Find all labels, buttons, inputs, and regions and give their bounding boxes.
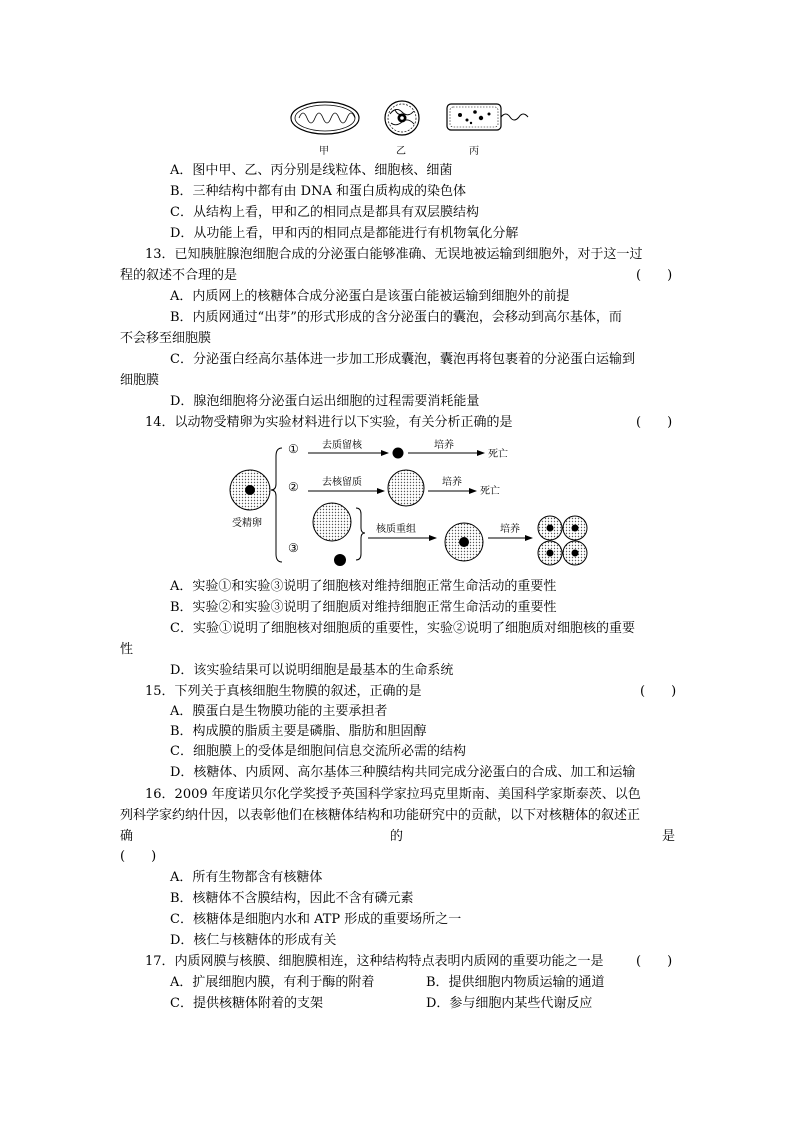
q17-option-c: C．提供核糖体附着的支架: [170, 996, 323, 1011]
q14-option-c-cont: 性: [120, 642, 134, 657]
q15-answer-blank: ( ): [640, 684, 677, 699]
zygote-label: 受精卵: [232, 518, 262, 529]
q16-option-a: A．所有生物都含有核糖体: [170, 870, 323, 885]
q13-stem-line2: 程的叙述不合理的是: [120, 268, 238, 283]
q16-stem-word2: 的: [390, 829, 404, 844]
q12-option-d: D．从功能上看，甲和丙的相同点是都能进行有机物氧化分解: [170, 226, 519, 241]
q14-option-b: B．实验②和实验③说明了细胞质对维持细胞正常生命活动的重要性: [170, 600, 557, 615]
q14-option-a: A．实验①和实验③说明了细胞核对维持细胞正常生命活动的重要性: [170, 579, 557, 594]
q12-option-a: A．图中甲、乙、丙分别是线粒体、细胞核、细菌: [170, 163, 453, 178]
q17-option-b: B．提供细胞内物质运输的通道: [426, 975, 605, 990]
q13-option-a: A．内质网上的核糖体合成分泌蛋白是该蛋白能被运输到细胞外的前提: [170, 289, 570, 304]
zygote: [230, 470, 270, 510]
q16-option-b: B．核糖体不含膜结构，因此不含有磷元素: [170, 891, 414, 906]
q13-answer-blank: ( ): [636, 268, 673, 283]
q13-option-c: C．分泌蛋白经高尔基体进一步加工形成囊泡，囊泡再将包裹着的分泌蛋白运输到: [170, 352, 635, 367]
q13-option-d: D．腺泡细胞将分泌蛋白运出细胞的过程需要消耗能量: [170, 394, 480, 409]
isolated-nucleus: [393, 448, 404, 459]
experiment-1-number: ①: [288, 442, 299, 456]
q13-stem-line1: 13．已知胰脏腺泡细胞合成的分泌蛋白能够准确、无误地被运输到细胞外，对于这一过: [145, 247, 643, 262]
q12-option-b: B．三种结构中都有由 DNA 和蛋白质构成的染色体: [170, 184, 467, 199]
q17-option-d: D．参与细胞内某些代谢反应: [426, 996, 593, 1011]
death-label-1: 死亡: [488, 449, 508, 460]
q15-option-c: C．细胞膜上的受体是细胞间信息交流所必需的结构: [170, 744, 466, 759]
organelle-figure: [285, 96, 535, 158]
q16-stem-word1: 确: [120, 829, 134, 844]
label-yi: 乙: [396, 146, 406, 157]
culture-label-2: 培养: [442, 477, 462, 488]
remove-nucleus-label: 去核留质: [322, 477, 362, 488]
q15-option-b: B．构成膜的脂质主要是磷脂、脂肪和胆固醇: [170, 724, 427, 739]
q14-answer-blank: ( ): [636, 415, 673, 430]
death-label-2: 死亡: [480, 486, 500, 497]
q13-option-b: B．内质网通过“出芽”的形式形成的含分泌蛋白的囊泡，会移动到高尔基体，而: [170, 310, 622, 325]
q14-option-c: C．实验①说明了细胞核对细胞质的重要性，实验②说明了细胞质对细胞核的重要: [170, 621, 635, 636]
nucleus-drawing: [385, 101, 419, 135]
label-bing: 丙: [469, 146, 479, 157]
q13-option-c-cont: 细胞膜: [120, 373, 160, 388]
q15-stem: 15．下列关于真核细胞生物膜的叙述，正确的是: [145, 684, 422, 699]
q16-option-d: D．核仁与核糖体的形成有关: [170, 933, 337, 948]
q16-stem-line1: 16．2009 年度诺贝尔化学奖授予英国科学家拉玛克里斯南、美国科学家斯泰茨、以色: [145, 787, 641, 802]
nucleus-part: [334, 554, 346, 566]
q16-stem-word3: 是: [662, 829, 676, 844]
cytoplasm-part: [313, 503, 351, 541]
enucleated-cytoplasm: [388, 470, 424, 506]
q13-option-b-cont: 不会移至细胞膜: [120, 331, 212, 346]
q17-option-a: A．扩展细胞内膜，有利于酶的附着: [170, 975, 375, 990]
q15-option-a: A．膜蛋白是生物膜功能的主要承担者: [170, 704, 388, 719]
q12-option-c: C．从结构上看，甲和乙的相同点是都具有双层膜结构: [170, 205, 479, 220]
label-jia: 甲: [319, 146, 329, 157]
remove-cytoplasm-label: 去质留核: [322, 440, 362, 451]
dividing-cells: [538, 516, 587, 565]
q15-option-d: D．核糖体、内质网、高尔基体三种膜结构共同完成分泌蛋白的合成、加工和运输: [170, 765, 636, 780]
mitochondrion-drawing: [291, 102, 359, 134]
q14-option-d: D．该实验结果可以说明细胞是最基本的生命系统: [170, 663, 454, 678]
experiment-3-number: ③: [288, 541, 299, 555]
culture-label-1: 培养: [434, 440, 454, 451]
recombine-label: 核质重组: [376, 524, 416, 535]
q16-answer-blank: ( ): [120, 849, 157, 864]
recombined-cell: [445, 523, 483, 561]
q16-stem-line2: 列科学家约纳什因，以表彰他们在核糖体结构和功能研究中的贡献，以下对核糖体的叙述正: [120, 808, 641, 823]
culture-label-3: 培养: [500, 524, 520, 535]
q17-stem: 17．内质网膜与核膜、细胞膜相连，这种结构特点表明内质网的重要功能之一是: [145, 954, 604, 969]
experiment-2-number: ②: [288, 480, 299, 494]
q14-stem: 14．以动物受精卵为实验材料进行以下实验，有关分析正确的是: [145, 415, 513, 430]
q17-answer-blank: ( ): [636, 954, 673, 969]
bacterium-drawing: [447, 104, 528, 130]
zygote-experiment-figure: [220, 436, 600, 576]
q16-option-c: C．核糖体是细胞内水和 ATP 形成的重要场所之一: [170, 912, 462, 927]
